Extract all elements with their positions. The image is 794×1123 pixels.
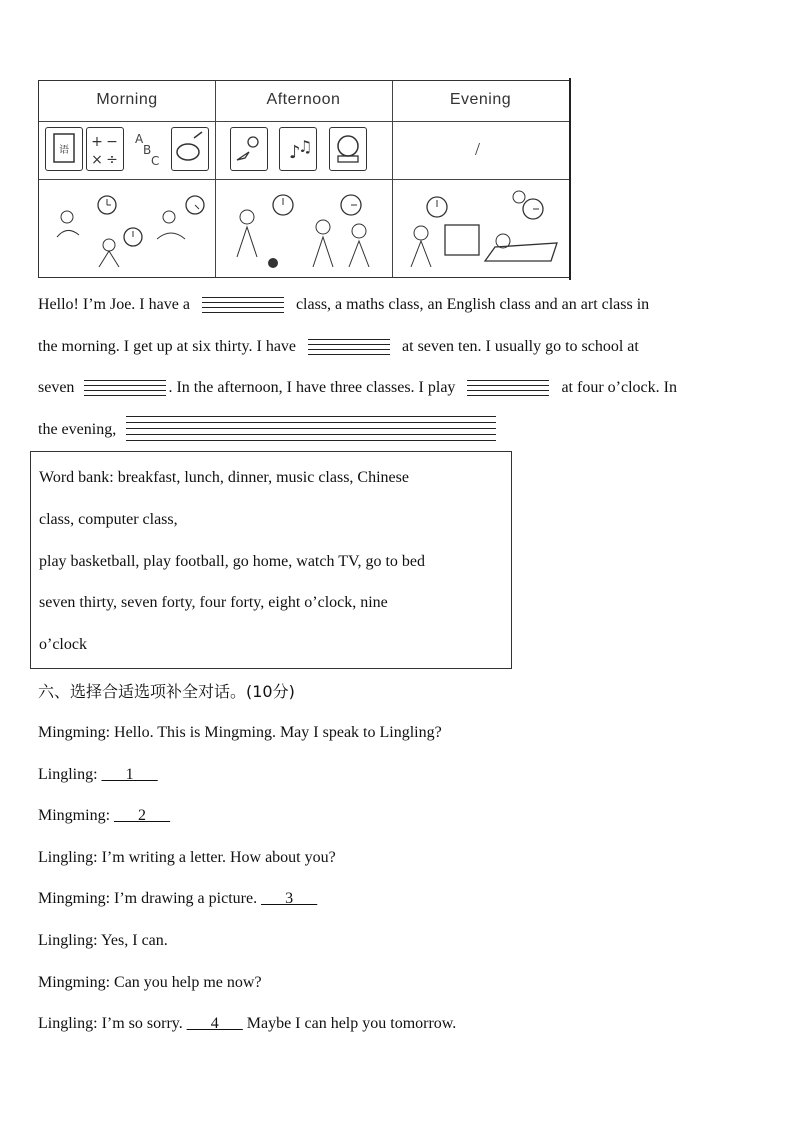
passage-line-4: the evening, <box>38 420 496 440</box>
speaker-name: Mingming: <box>38 974 111 991</box>
word-bank-line-3: play basketball, play football, go home, watch TV, go to bed <box>39 553 425 570</box>
dialogue-answer-blank[interactable]: ___3___ <box>261 890 318 907</box>
speaker-name: Mingming: <box>38 890 111 907</box>
dialogue-text: Can you help me now? <box>114 974 262 991</box>
dialogue-line <box>38 931 168 951</box>
speaker-name: Lingling: <box>38 1015 98 1032</box>
abc-letters-icon <box>127 127 165 171</box>
evening-slash: / <box>475 139 481 159</box>
dialogue-line <box>38 765 158 785</box>
svg-text:+: + <box>91 134 103 150</box>
chinese-book-icon <box>45 127 83 171</box>
dialogue-line <box>38 723 442 743</box>
word-bank-box <box>30 451 512 669</box>
dialogue-text: Maybe I can help you tomorrow. <box>246 1015 457 1032</box>
section-title: 六、选择合适选项补全对话。(10分) <box>38 682 295 701</box>
svg-text:−: − <box>106 134 118 150</box>
dialogue-answer-blank[interactable]: ___1___ <box>101 766 158 783</box>
word-bank-line-1: Word bank: breakfast, lunch, dinner, music class, Chinese <box>39 469 409 486</box>
answer-blank-5[interactable] <box>126 420 496 440</box>
music-notes-icon <box>279 127 317 171</box>
science-rocket-icon <box>230 127 268 171</box>
dialogue-line <box>38 806 170 826</box>
header-evening: Evening <box>449 91 512 108</box>
passage-line-2: the morning. I get up at six thirty. I have at seven ten. I usually go to school at <box>38 337 639 357</box>
speaker-name: Lingling: <box>38 932 98 949</box>
dialogue-line <box>38 973 262 993</box>
afternoon-activities-illustration <box>223 187 385 271</box>
header-morning: Morning <box>96 91 158 108</box>
computer-icon <box>329 127 367 171</box>
dialogue-text: I’m so sorry. <box>101 1015 183 1032</box>
evening-activities-illustration <box>401 187 565 271</box>
answer-blank-3[interactable] <box>84 378 166 398</box>
passage-line-3: seven . In the afternoon, I have three classes. I play at four o’clock. In <box>38 378 677 398</box>
svg-text:♪: ♪ <box>289 142 301 163</box>
passage-line-1: Hello! I’m Joe. I have a class, a maths class, an English class and an art class in <box>38 295 649 315</box>
dialogue-text: I’m drawing a picture. <box>114 890 258 907</box>
dialogue-answer-blank[interactable]: ___4___ <box>186 1015 243 1032</box>
svg-text:×: × <box>91 152 103 168</box>
svg-text:C: C <box>151 154 160 168</box>
svg-text:A: A <box>135 132 144 146</box>
speaker-name: Mingming: <box>38 807 111 824</box>
word-bank-line-5: o’clock <box>39 636 87 653</box>
answer-blank-4[interactable] <box>467 378 549 398</box>
speaker-name: Lingling: <box>38 766 98 783</box>
speaker-name: Lingling: <box>38 849 98 866</box>
speaker-name: Mingming: <box>38 724 111 741</box>
svg-text:B: B <box>143 143 152 157</box>
dialogue-line <box>38 1014 456 1034</box>
word-bank-line-2: class, computer class, <box>39 511 178 528</box>
svg-text:÷: ÷ <box>106 152 118 168</box>
answer-blank-2[interactable] <box>308 337 390 357</box>
answer-blank-1[interactable] <box>202 295 284 315</box>
dialogue-text: Yes, I can. <box>100 932 168 949</box>
dialogue-text: Hello. This is Mingming. May I speak to Lingling? <box>114 724 442 741</box>
header-afternoon: Afternoon <box>266 91 341 108</box>
schedule-table <box>38 80 570 278</box>
dialogue-answer-blank[interactable]: ___2___ <box>114 807 171 824</box>
dialogue-line <box>38 889 317 909</box>
dialogue-text: I’m writing a letter. How about you? <box>101 849 336 866</box>
svg-text:语: 语 <box>59 145 69 156</box>
morning-activities-illustration <box>47 187 207 271</box>
maths-symbols-icon <box>86 127 124 171</box>
art-palette-icon <box>171 127 209 171</box>
svg-text:♫: ♫ <box>298 137 313 156</box>
table-edge <box>569 78 571 280</box>
word-bank-line-4: seven thirty, seven forty, four forty, eight o’clock, nine <box>39 594 388 611</box>
dialogue-line <box>38 848 336 868</box>
